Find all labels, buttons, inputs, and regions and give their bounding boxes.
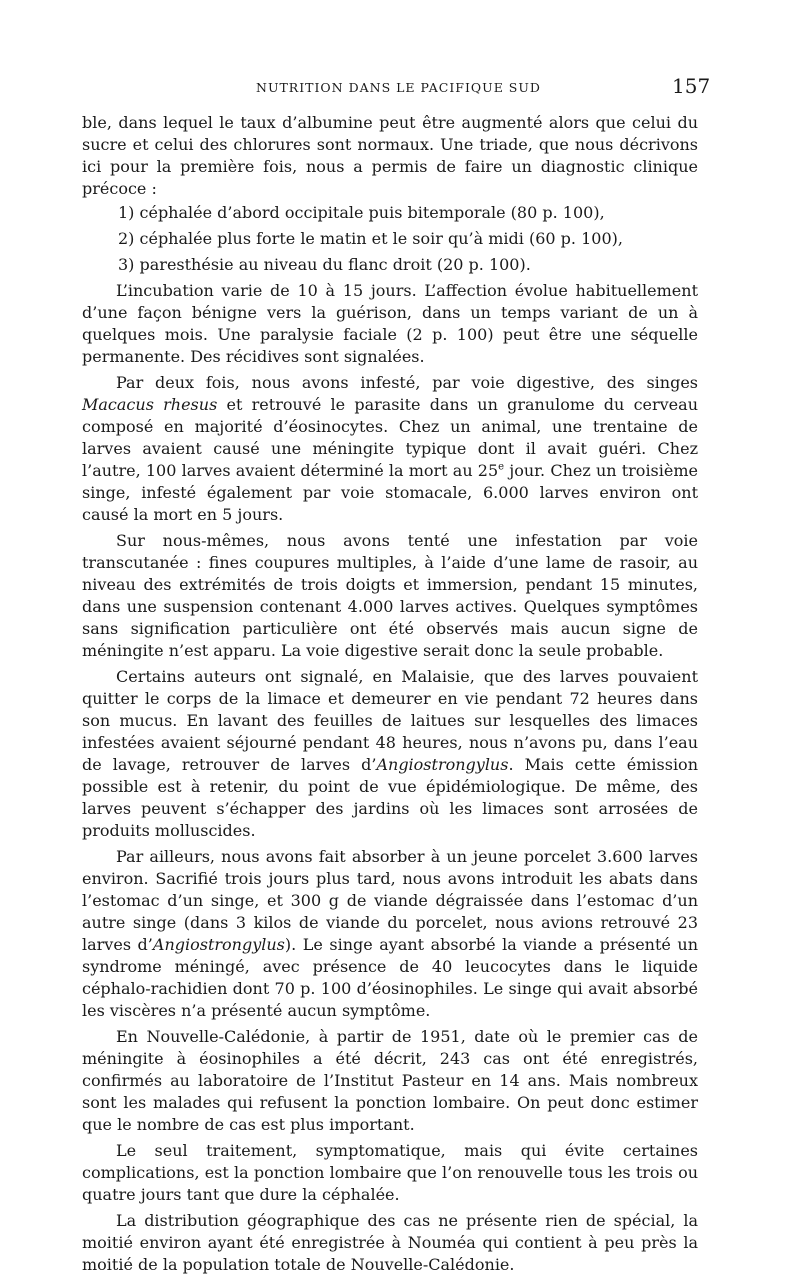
symptom-triad-list (82, 202, 698, 276)
species-name: Macacus rhesus (82, 395, 218, 414)
ordinal-superscript: e (498, 461, 505, 473)
running-header (0, 76, 800, 102)
paragraph-malaysia (82, 666, 698, 842)
paragraph-incubation: L’incubation varie de 10 à 15 jours. L’affection évolue habituellement d’une façon bénigne vers la guérison, dans un temps variant de un à quelques mois. Une paralysie faciale (2 p. 100) peut être une séquelle permanente. Des récidives sont signalées. (82, 281, 698, 366)
genus-name: Angiostrongylus (152, 935, 285, 954)
paragraph-distribution: La distribution géographique des cas ne présente rien de spécial, la moitié environ ayant été enregistrée à Nouméa qui contient à peu près la moitié de la population totale de Nouvelle-Calédonie. (82, 1211, 698, 1274)
genus-name: Angiostrongylus (376, 755, 509, 774)
text-run: ). Le singe ayant absorbé la viande a présenté un syndrome méningé, avec présence de 40 leucocytes dans le liquide céphalo-rachidien dont 70 p. 100 d’éosinophiles. Le singe qui avait absorbé les viscères n’a présenté aucun symptôme. (82, 935, 699, 1020)
paragraph-piglet-experiment (82, 846, 698, 1022)
paragraph-monkey-infestation (82, 372, 698, 526)
paragraph-self-infestation: Sur nous-mêmes, nous avons tenté une infestation par voie transcutanée : fines coupures multiples, à l’aide d’une lame de rasoir, au niveau des extrémités de trois doigts et immersion, pendant 15 minutes, dans une suspension contenant 4.000 larves actives. Quelques symptômes sans signification particulière ont été observés mais aucun signe de méningite n’est apparu. La voie digestive serait donc la seule probable. (82, 531, 698, 660)
list-item: 3) paresthésie au niveau du flanc droit (20 p. 100). (118, 255, 531, 274)
text-run: Certains auteurs ont signalé, en Malaisie, que des larves pouvaient quitter le corps de la limace et demeurer en vie pendant 72 heures dans son mucus. En lavant des feuilles de laitues sur lesquelles des limaces infestées avaient séjourné pendant 48 heures, nous n’avons pu, dans l’eau de lavage, retrouver de larves d’ (82, 667, 698, 774)
text-run: jour. Chez un troisième singe, infesté également par voie stomacale, 6.000 larves environ ont causé la mort en 5 jours. (82, 461, 698, 524)
text-run: et retrouvé le parasite dans un granulome du cerveau composé en majorité d’éosinocytes. Chez un animal, une trentaine de larves avaient causé une méningite typique dont il avait guéri. Chez l’autre, 100 larves avaient déterminé la mort au 25 (82, 395, 698, 480)
text-run: Par ailleurs, nous avons fait absorber à un jeune porcelet 3.600 larves environ. Sacrifié trois jours plus tard, nous avons introduit les abats dans l’estomac d’un singe, et 300 g de viande dégraissée dans l’estomac d’un autre singe (dans 3 kilos de viande du porcelet, nous avions retrouvé 23 larves d’ (82, 847, 698, 954)
text-run: Par deux fois, nous avons infesté, par voie digestive, des singes (116, 373, 698, 392)
list-item: 2) céphalée plus forte le matin et le soir qu’à midi (60 p. 100), (118, 229, 623, 248)
running-title: NUTRITION DANS LE PACIFIQUE SUD (256, 80, 541, 95)
paragraph-continuation: ble, dans lequel le taux d’albumine peut être augmenté alors que celui du sucre et celui des chlorures sont normaux. Une triade, que nous décrivons ici pour la première fois, nous a permis de faire un diagnostic clinique précoce : (82, 113, 698, 198)
paragraph-treatment: Le seul traitement, symptomatique, mais qui évite certaines complications, est la ponction lombaire que l’on renouvelle tous les trois ou quatre jours tant que dure la céphalée. (82, 1141, 698, 1204)
paragraph-new-caledonia: En Nouvelle-Calédonie, à partir de 1951, date où le premier cas de méningite à éosinophiles a été décrit, 243 cas ont été enregistrés, confirmés au laboratoire de l’Institut Pasteur en 14 ans. Mais nombreux sont les malades qui refusent la ponction lombaire. On peut donc estimer que le nombre de cas est plus important. (82, 1027, 698, 1134)
body-text (82, 112, 698, 1276)
page-number: 157 (672, 74, 711, 98)
list-item: 1) céphalée d’abord occipitale puis bitemporale (80 p. 100), (118, 203, 605, 222)
text-run: . Mais cette émission possible est à retenir, du point de vue épidémiologique. De même, des larves peuvent s’échapper des jardins où les limaces sont arrosées de produits molluscides. (82, 755, 698, 840)
